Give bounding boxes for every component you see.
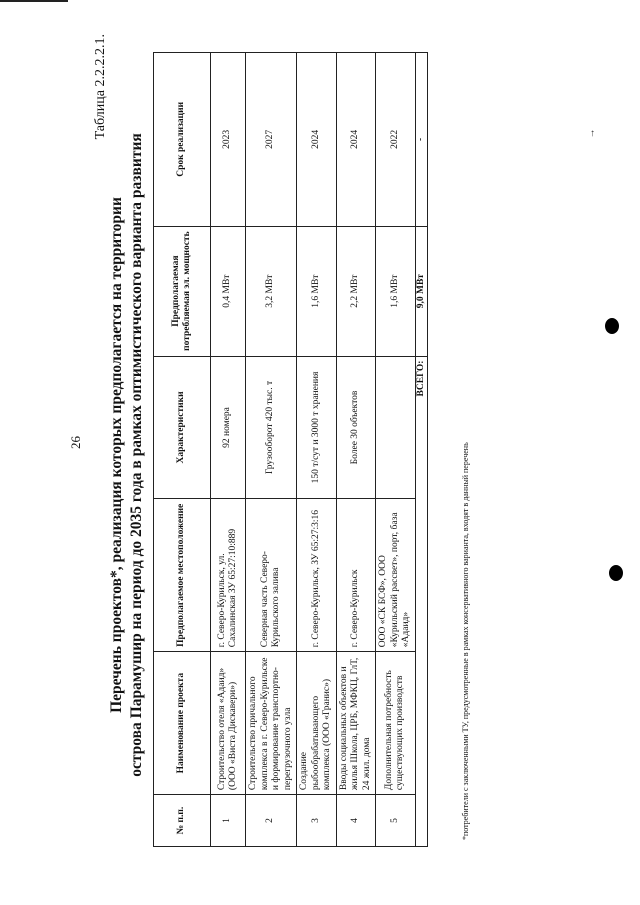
cell-power: 3,2 МВт (246, 226, 297, 356)
page-number: 26 (68, 436, 83, 449)
cell-term: 2024 (297, 53, 337, 227)
table-total-row (415, 53, 428, 847)
cell-term: 2024 (336, 53, 376, 227)
total-label: ВСЕГО: (415, 356, 428, 846)
cell-power: 1,6 МВт (297, 226, 337, 356)
cell-name: Строительство отеля «Адаид» (ООО «Виста Дискавери») (211, 652, 246, 795)
cell-term: 2027 (246, 53, 297, 227)
projects-table (153, 52, 428, 847)
cell-name: Строительство причального комплекса в г. Северо-Курильске и формирование транспортно-перегрузочного узла (246, 652, 297, 795)
total-power: 9,0 МВт (415, 226, 428, 356)
cell-name: Создание рыбообрабатывающего комплекса (ООО «Гранис») (297, 652, 337, 795)
table-row (336, 53, 376, 847)
header-power: Предполагаемая потребляемая эл. мощность (154, 226, 211, 356)
table-row (246, 53, 297, 847)
table-header-row (154, 53, 211, 847)
header-name: Наименование проекта (154, 652, 211, 795)
header-term: Срок реализации (154, 53, 211, 227)
table-row (211, 53, 246, 847)
cell-characteristics: Грузооборот 420 тыс. т (246, 356, 297, 499)
header-num: № п.п. (154, 795, 211, 847)
cell-name: Вводы социальных объектов и жилья Школа, ЦРБ, МФКЦ, ГлТ, 24 жил. дома (336, 652, 376, 795)
cell-location: г. Северо-Курильск, ЗУ 65:27:3:16 (297, 499, 337, 652)
cell-power: 1,6 МВт (376, 226, 416, 356)
footnote: *потребители с заключенными ТУ, предусмотренные в рамках консервативного варианта, входят в данный перечень (461, 442, 470, 840)
cell-term: 2023 (211, 53, 246, 227)
table-row (297, 53, 337, 847)
cell-characteristics (376, 356, 416, 499)
cell-location: Северная часть Северо-Курильского залива (246, 499, 297, 652)
cell-location: ООО «СК БСФ», ООО «Курильский рассвет», порт, база «Адаид» (376, 499, 416, 652)
cell-term: 2022 (376, 53, 416, 227)
title-line-1: Перечень проектов*, реализация которых предполагается на территории (108, 197, 125, 713)
cell-power: 0,4 МВт (211, 226, 246, 356)
cell-location: г. Северо-Курильск, ул. Сахалинская ЗУ 65:27:10:889 (211, 499, 246, 652)
scan-mark: ↑ (590, 128, 595, 139)
cell-num: 5 (376, 795, 416, 847)
table-row (376, 53, 416, 847)
header-characteristics: Характеристики (154, 356, 211, 499)
cell-name: Дополнительная потребность существующих производств (376, 652, 416, 795)
cell-characteristics: 92 номера (211, 356, 246, 499)
rotated-page (25, 10, 615, 875)
header-location: Предполагаемое местоположение (154, 499, 211, 652)
cell-characteristics: Более 30 объектов (336, 356, 376, 499)
cell-num: 2 (246, 795, 297, 847)
page-title (107, 75, 147, 835)
cell-num: 4 (336, 795, 376, 847)
table-id: Таблица 2.2.2.2.1. (93, 34, 108, 140)
cell-num: 1 (211, 795, 246, 847)
cell-num: 3 (297, 795, 337, 847)
cell-power: 2,2 МВт (336, 226, 376, 356)
scan-edge-line (0, 0, 68, 2)
cell-location: г. Северо-Курильск (336, 499, 376, 652)
total-term: - (415, 53, 428, 227)
cell-characteristics: 150 т/сут и 3000 т хранения (297, 356, 337, 499)
title-line-2: острова Парамушир на период до 2035 года в рамках оптимистического варианта развития (128, 133, 145, 777)
